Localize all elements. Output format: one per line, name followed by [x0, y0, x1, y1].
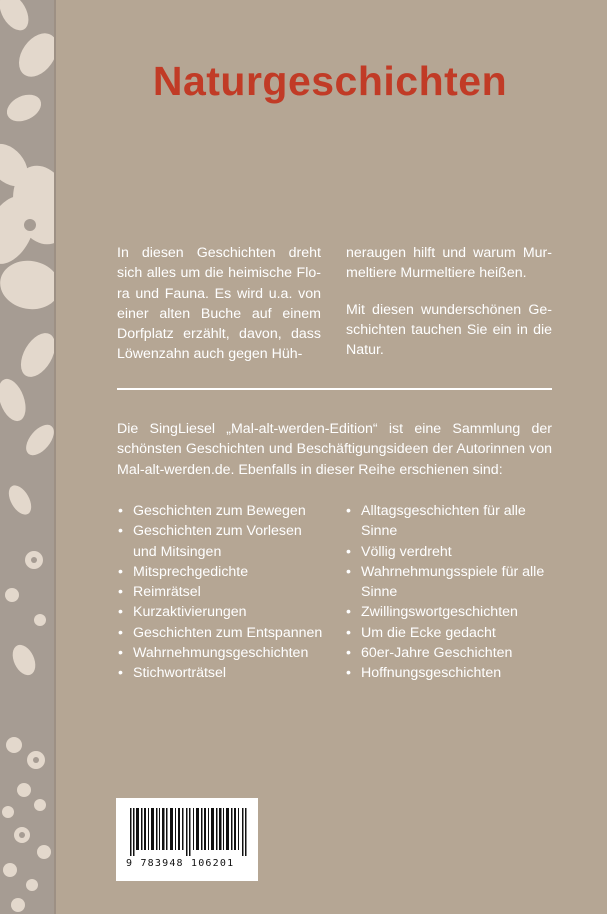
list-item: • Reimrätsel [117, 582, 332, 602]
list-item: • Geschichten zum Entspannen [117, 623, 332, 643]
list-item: • Wahrnehmungsgeschichten [117, 643, 332, 663]
isbn-number: 9 783948 106201 [126, 858, 235, 869]
horizontal-divider [117, 388, 552, 390]
list-item: • Alltagsgeschichten für alle Sinne [345, 501, 531, 542]
list-item: • Geschichten zum Bewegen [117, 501, 332, 521]
list-item: • Mitsprechgedichte [117, 562, 332, 582]
list-item: • Wahrnehmungsspiele für alle Sinne [345, 562, 546, 603]
intro-paragraph-3: Mit diesen wunderschönen Ge-schichten tauchen Sie ein in die Natur. [346, 301, 552, 359]
list-item: • Um die Ecke gedacht [345, 623, 550, 643]
list-item: • Kurzaktivierungen [117, 602, 332, 622]
book-list-left [117, 501, 332, 684]
floral-side-strip [0, 0, 54, 914]
list-item: • Stichworträtsel [117, 663, 332, 683]
list-item: • Hoffnungsgeschichten [345, 663, 550, 683]
book-title: Naturgeschichten [152, 58, 508, 104]
intro-paragraph-1: In diesen Geschichten dreht sich alles um die heimische Flo-ra und Fauna. Es wird u.a. von einer alten Buche auf einem Dorfplatz erzählt, davon, dass Löwenzahn auch gegen Hüh- [117, 245, 321, 363]
book-list-right [345, 501, 550, 684]
strip-divider [54, 0, 56, 914]
series-description: Die SingLiesel „Mal-alt-werden-Edition“ ist eine Sammlung der schönsten Geschichten und Beschäftigungsideen der Autorinnen von Mal-alt-werden.de. Ebenfalls in dieser Reihe erschienen sind: [117, 421, 552, 478]
isbn-barcode [116, 798, 258, 881]
list-item: • Völlig verdreht [345, 542, 550, 562]
list-item: • 60er-Jahre Geschichten [345, 643, 550, 663]
list-item: • Zwillingswortgeschichten [345, 602, 550, 622]
intro-column-right [346, 243, 552, 360]
list-item: • Geschichten zum Vorlesen und Mitsingen [117, 521, 318, 562]
intro-paragraph-2: neraugen hilft und warum Mur-meltiere Murmeltiere heißen. [346, 245, 552, 282]
floral-pattern-icon [0, 0, 54, 914]
intro-column-left [117, 243, 321, 365]
barcode-icon [130, 808, 248, 856]
